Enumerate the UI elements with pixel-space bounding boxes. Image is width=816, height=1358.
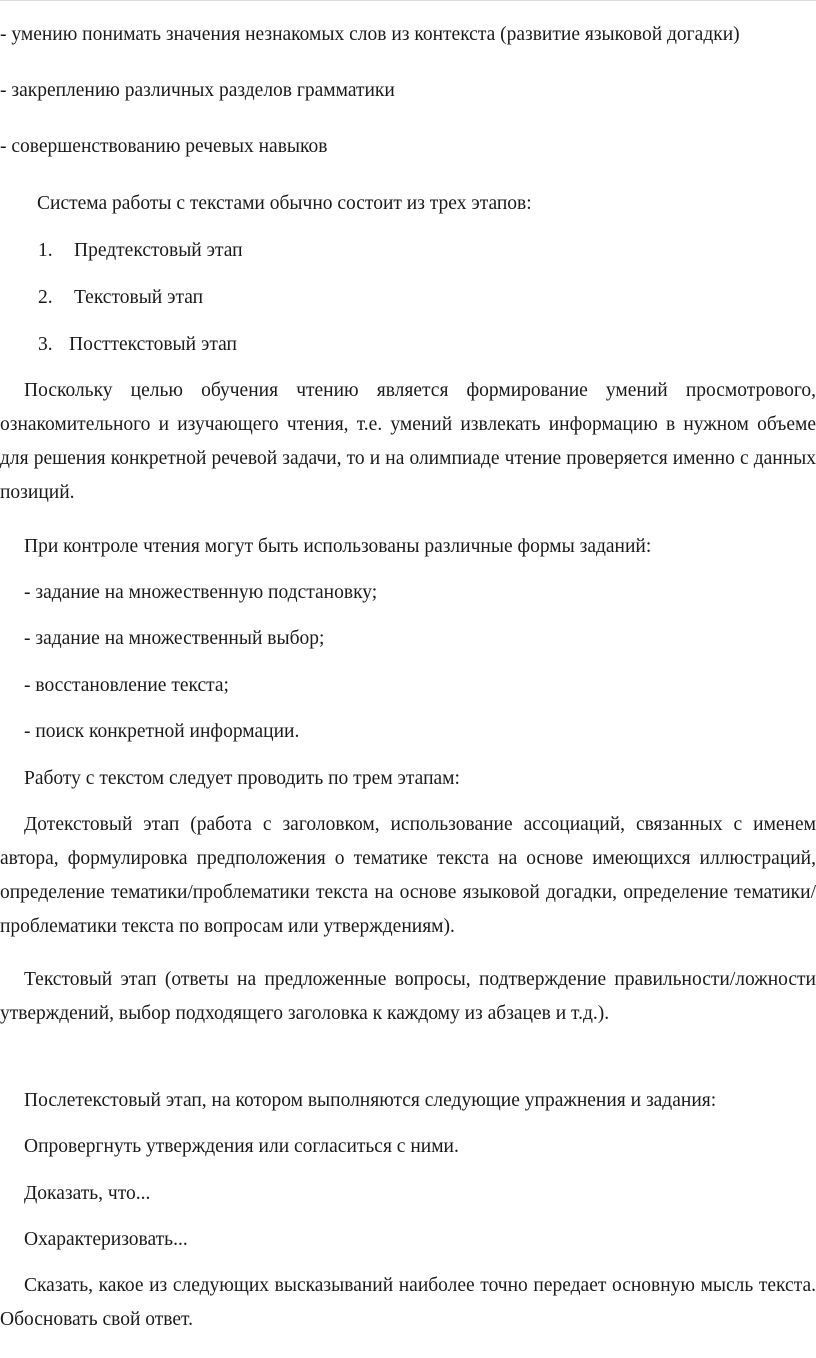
paragraph-goal: Поскольку целью обучения чтению является формирование умений просмотрового, ознакомительного и изучающего чтения, т.е. умений извлекать информацию в нужном объеме для решения конкретной речевой задачи, то и на олимпиаде чтение проверяется именно с данных позиций. xyxy=(0,380,816,503)
task-form-1: - задание на множественную подстановку; xyxy=(24,582,378,603)
stage-number: 3. xyxy=(38,334,53,355)
system-intro: Система работы с текстами обычно состоит из трех этапов: xyxy=(37,193,532,214)
task-form-2: - задание на множественный выбор; xyxy=(24,628,325,649)
exercise-1: Опровергнуть утверждения или согласиться с ними. xyxy=(24,1136,459,1157)
page-top-border xyxy=(0,0,816,1)
task-form-3: - восстановление текста; xyxy=(24,675,229,696)
exercise-3: Охарактеризовать... xyxy=(24,1229,188,1250)
stage-label: Текстовый этап xyxy=(74,287,204,308)
pretext-paragraph: Дотекстовый этап (работа с заголовком, использование ассоциаций, связанных с именем автора, формулировка предположения о тематике текста на основе имеющихся иллюстраций, определение тематики/проблематики текста на основе языковой догадки, определение тематики/проблематики текста по вопросам или утверждениям). xyxy=(0,814,816,937)
bullet-line-1: - умению понимать значения незнакомых слов из контекста (развитие языковой догадки) xyxy=(0,24,740,45)
task-form-4: - поиск конкретной информации. xyxy=(24,721,300,742)
stage-item-1 xyxy=(38,234,816,268)
stage-label: Посттекстовый этап xyxy=(69,334,237,355)
final-paragraph: Сказать, какое из следующих высказываний наиболее точно передает основную мысль текста. Обосновать свой ответ. xyxy=(0,1275,816,1330)
stage-number: 2. xyxy=(38,287,53,308)
stage-number: 1. xyxy=(38,240,53,261)
bullet-line-2: - закреплению различных разделов грамматики xyxy=(0,80,395,101)
stage-item-2 xyxy=(38,281,816,315)
bullet-line-3: - совершенствованию речевых навыков xyxy=(0,136,328,157)
control-intro: При контроле чтения могут быть использованы различные формы заданий: xyxy=(24,536,652,557)
work-intro: Работу с текстом следует проводить по трем этапам: xyxy=(24,768,460,789)
text-stage-paragraph: Текстовый этап (ответы на предложенные вопросы, подтверждение правильности/ложности утверждений, выбор подходящего заголовка к каждому из абзацев и т.д.). xyxy=(0,969,816,1024)
posttext-intro: Послетекстовый этап, на котором выполняются следующие упражнения и задания: xyxy=(24,1090,717,1111)
exercise-2: Доказать, что... xyxy=(24,1183,151,1204)
stage-item-3 xyxy=(38,328,816,362)
stage-label: Предтекстовый этап xyxy=(74,240,243,261)
